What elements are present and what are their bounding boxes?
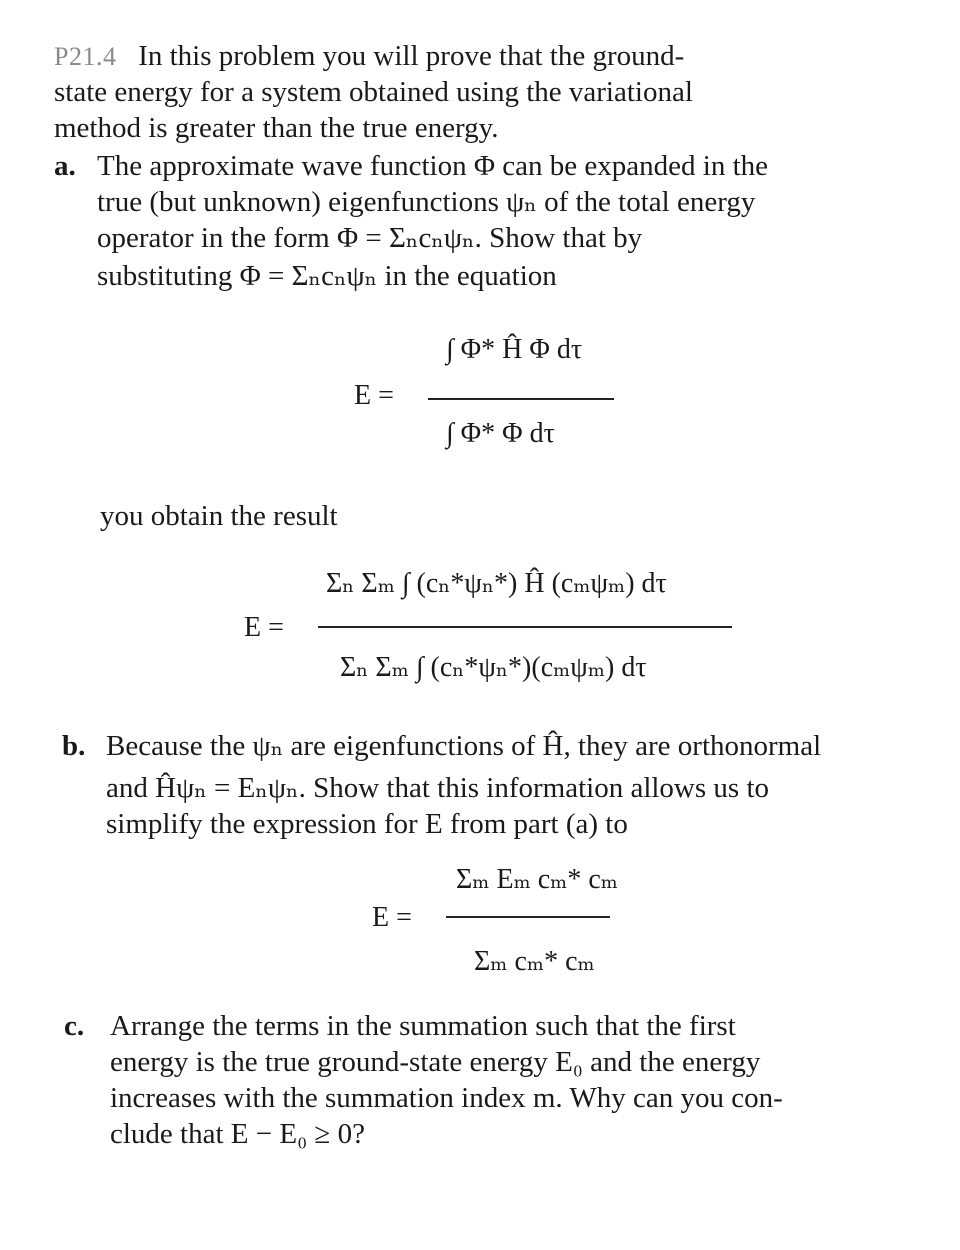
part-a-line-3: operator in the form Φ = Σₙcₙψₙ. Show that by (97, 222, 643, 254)
eq2-numerator: Σₙ Σₘ ∫ (cₙ*ψₙ*) Ĥ (cₘψₘ) dτ (326, 568, 667, 599)
part-a-line-2: true (but unknown) eigenfunctions ψₙ of the total energy (97, 186, 756, 218)
eq1-fraction-bar (428, 398, 614, 400)
part-c-label: c. (64, 1010, 85, 1042)
eq3-denominator: Σₘ cₘ* cₘ (474, 946, 595, 977)
eq1-denominator: ∫ Φ* Φ dτ (446, 418, 555, 449)
intro-text-1: In this problem you will prove that the ground- (138, 40, 685, 72)
problem-intro-line-3: method is greater than the true energy. (54, 112, 499, 144)
part-b-line-3: simplify the expression for E from part (a) to (106, 808, 628, 840)
part-a-line-1: The approximate wave function Φ can be expanded in the (97, 150, 769, 182)
part-b-line-1: Because the ψₙ are eigenfunctions of Ĥ, they are orthonormal (106, 730, 822, 762)
result-text: you obtain the result (100, 500, 338, 532)
eq1-lhs: E = (354, 380, 394, 411)
equation-2 (0, 550, 960, 720)
eq2-lhs: E = (244, 612, 284, 643)
part-b-label: b. (62, 730, 86, 762)
part-a-label: a. (54, 150, 76, 182)
part-c-line-3: increases with the summation index m. Why can you con- (110, 1082, 783, 1114)
eq3-fraction-bar (446, 916, 610, 918)
eq1-numerator: ∫ Φ* Ĥ Φ dτ (446, 334, 583, 365)
equation-1 (0, 320, 960, 480)
part-c-line-1: Arrange the terms in the summation such that the first (110, 1010, 736, 1042)
part-b-line-2: and Ĥψₙ = Eₙψₙ. Show that this information allows us to (106, 772, 770, 804)
eq3-numerator: Σₘ Eₘ cₘ* cₘ (456, 864, 618, 895)
problem-intro-line-2: state energy for a system obtained using the variational (54, 76, 693, 108)
problem-number: P21.4 (54, 42, 117, 71)
eq3-lhs: E = (372, 902, 412, 933)
part-c-line-4: clude that E − E₀ ≥ 0? (110, 1118, 365, 1150)
part-c-line-2: energy is the true ground-state energy E₀ and the energy (110, 1046, 761, 1078)
part-a-line-4: substituting Φ = Σₙcₙψₙ in the equation (97, 260, 557, 292)
equation-3 (0, 850, 960, 1000)
problem-intro-line-1 (54, 38, 684, 75)
eq2-denominator: Σₙ Σₘ ∫ (cₙ*ψₙ*)(cₘψₘ) dτ (340, 652, 647, 683)
eq2-fraction-bar (318, 626, 732, 628)
